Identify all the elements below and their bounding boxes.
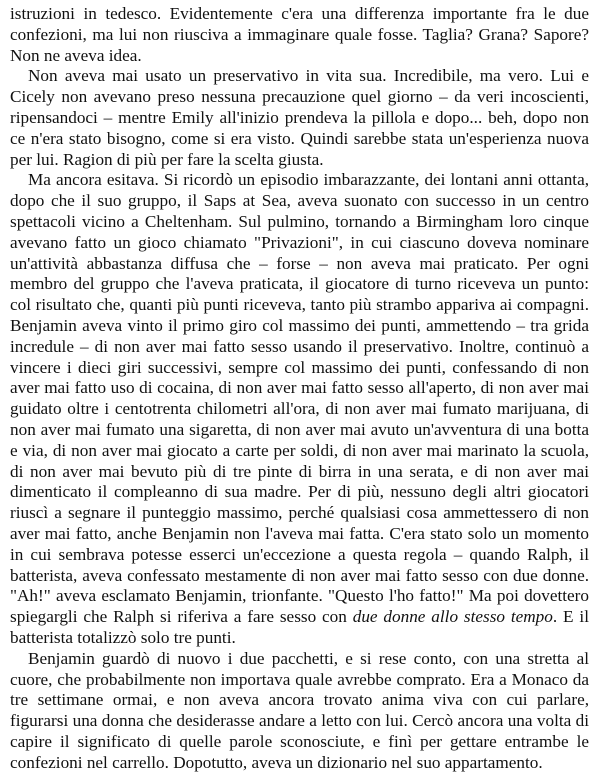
- paragraph-text: Non aveva mai usato un preservativo in vita sua. Incredibile, ma vero. Lui e Cicely non avevano preso nessuna precauzione quel giorno – da veri incoscienti, ripensandoci – mentre Emily all'inizio prendeva la pillola e dopo... beh, dopo non ce n'era stato bisogno, come si era visto. Quindi sarebbe stata un'esperienza nuova per lui. Ragion di più per fare la scelta giusta.: [10, 66, 589, 169]
- paragraph-text: Benjamin guardò di nuovo i due pacchetti, e si rese conto, con una stretta al cuore, che probabilmente non importava quale avrebbe comprato. Era a Monaco da tre settimane ormai, e non aveva ancora trovato anima viva con cui parlare, figurarsi una donna che desiderasse andare a letto con lui. Cercò ancora una volta di capire il significato di quelle parole sconosciute, e finì per gettare entrambe le confezioni nel carrello. Dopotutto, aveva un dizionario nel suo appartamento.: [10, 648, 589, 772]
- paragraph-text: istruzioni in tedesco. Evidentemente c'era una differenza importante fra le due confezioni, ma lui non riusciva a immaginare quale fosse. Taglia? Grana? Sapore? Non ne aveva idea.: [10, 4, 589, 65]
- italic-phrase: due donne allo stesso tempo: [352, 607, 553, 627]
- paragraph: [10, 66, 589, 170]
- paragraph: [10, 649, 589, 774]
- paragraph: [10, 170, 589, 648]
- paragraph-text: Ma ancora esitava. Si ricordò un episodio imbarazzante, dei lontani anni ottanta, dopo che il suo gruppo, il Saps at Sea, aveva suonato con successo in un centro spettacoli vicino a Cheltenham. Sul pulmino, tornando a Birmingham loro cinque avevano fatto un gioco chiamato "Privazioni", in cui ciascuno doveva nominare un'attività abbastanza diffusa che – forse – non aveva mai praticato. Per ogni membro del gruppo che l'aveva praticata, il giocatore di turno riceveva un punto: col risultato che, quanti più punti riceveva, tanto più strambo appariva ai compagni. Benjamin aveva vinto il primo giro col massimo dei punti, ammettendo – tra grida incredule – di non aver mai fatto sesso usando il preservativo. Inoltre, continuò a vincere i dieci giri successivi, sempre col massimo dei punti, confessando di non aver mai fatto uso di cocaina, di non aver mai fatto sesso all'aperto, di non aver mai guidato oltre i centotrenta chilometri all'ora, di non aver mai fumato marijuana, di non aver mai fumato una sigaretta, di non aver mai avuto un'avventura di una botta e via, di non aver mai giocato a carte per soldi, di non aver mai marinato la scuola, di non aver mai bevuto più di tre pinte di birra in una serata, e di non aver mai dimenticato il compleanno di sua madre. Per di più, nessuno degli altri giocatori riuscì a segnare il punteggio massimo, perché qualsiasi cosa ammettessero di non aver mai fatto, anche Benjamin non l'aveva mai fatta. C'era stato solo un momento in cui sembrava potesse esserci un'eccezione a questa regola – quando Ralph, il batterista, aveva confessato mestamente di non aver mai fatto sesso con due donne. "Ah!" aveva esclamato Benjamin, trionfante. "Questo l'ho fatto!" Ma poi dovettero spiegargli che Ralph si riferiva a fare sesso con: [10, 170, 589, 627]
- paragraph: [10, 4, 589, 66]
- paragraph-text: . E il batterista totalizzò solo tre punti.: [10, 607, 589, 647]
